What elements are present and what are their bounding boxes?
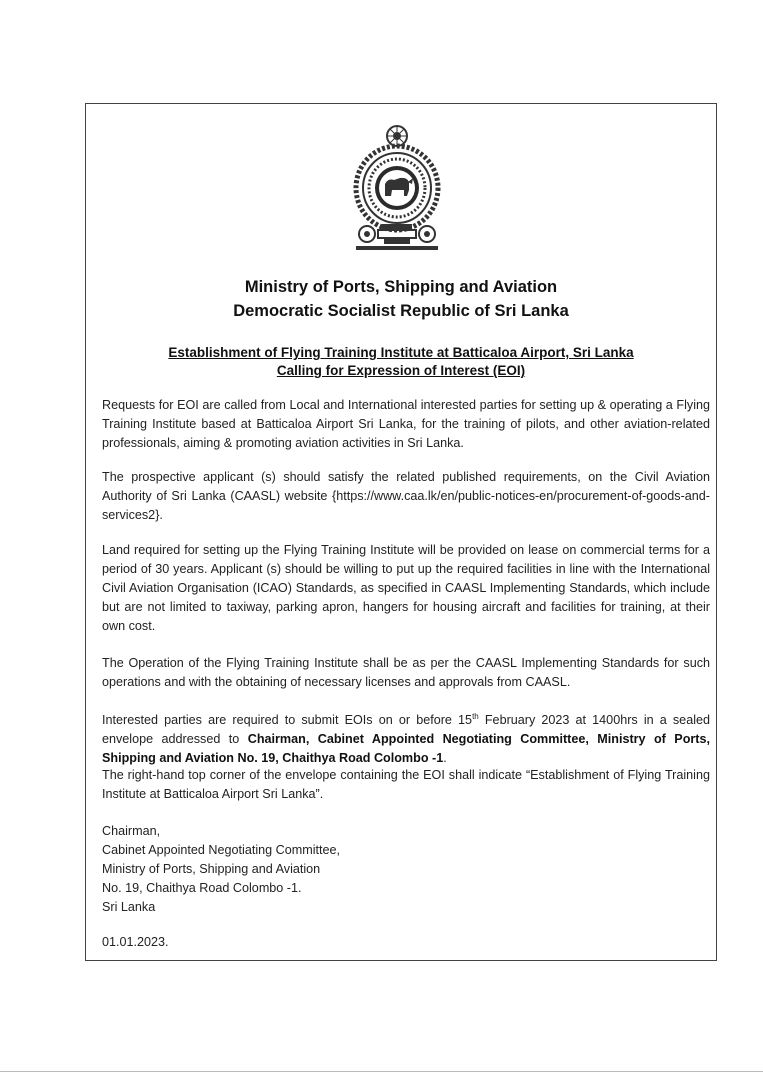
paragraph-eoi-request: Requests for EOI are called from Local and International interested parties for setting up & operating a Flying Training Institute based at Batticaloa Airport Sri Lanka, for the training of pilots, and other aviation-related professionals, aiming & promoting aviation activities in Sri Lanka.	[102, 398, 710, 450]
notice-date: 01.01.2023.	[102, 935, 169, 949]
signature-title: Chairman,	[102, 824, 161, 838]
signature-country: Sri Lanka	[102, 900, 156, 914]
signature-address: No. 19, Chaithya Road Colombo -1.	[102, 881, 302, 895]
paragraph-operation: The Operation of the Flying Training Institute shall be as per the CAASL Implementing Standards for such operations and with the obtaining of necessary licenses and approvals from CAASL.	[102, 656, 710, 689]
signature-ministry: Ministry of Ports, Shipping and Aviation	[102, 862, 321, 876]
submission-text-middle: February 2023 at 1400hrs in a sealed envelope addressed to	[102, 713, 711, 747]
paragraph-envelope-instruction: The right-hand top corner of the envelope containing the EOI shall indicate “Establishment of Flying Training Institute at Batticaloa Airport Sri Lanka”.	[102, 768, 710, 801]
paragraph-requirements: The prospective applicant (s) should satisfy the related published requirements, on the Civil Aviation Authority of Sri Lanka (CAASL) website {https://www.caa.lk/en/public-notices-en/procurement-of-goods-and-services2}.	[102, 470, 710, 522]
paragraph-land-lease: Land required for setting up the Flying Training Institute will be provided on lease on commercial terms for a period of 30 years. Applicant (s) should be willing to put up the required facilities in line with the International Civil Aviation Organisation (ICAO) Standards, as specified in CAASL Implementing Standards, which include but are not limited to taxiway, parking apron, hangers for housing aircraft and facilities for training, at their own cost.	[102, 543, 710, 633]
paragraph-submission	[102, 707, 710, 768]
ministry-heading: Ministry of Ports, Shipping and Aviation	[244, 278, 558, 296]
submission-ordinal: th	[472, 712, 479, 721]
signature-block	[102, 822, 340, 917]
country-heading: Democratic Socialist Republic of Sri Lanka	[233, 302, 569, 320]
notice-subtitle: Calling for Expression of Interest (EOI)	[276, 363, 526, 378]
sri-lanka-national-emblem-icon	[352, 124, 442, 256]
notice-title: Establishment of Flying Training Institute at Batticaloa Airport, Sri Lanka	[168, 345, 634, 360]
submission-text-before: Interested parties are required to submit EOIs on or before 15	[102, 713, 473, 728]
submission-address: Chairman, Cabinet Appointed Negotiating Committee, Ministry of Ports, Shipping and Aviation No. 19, Chaithya Road Colombo -1	[102, 732, 710, 766]
signature-committee: Cabinet Appointed Negotiating Committee,	[102, 843, 341, 857]
page-edge-divider	[0, 1071, 763, 1072]
submission-text-end: .	[443, 751, 447, 766]
